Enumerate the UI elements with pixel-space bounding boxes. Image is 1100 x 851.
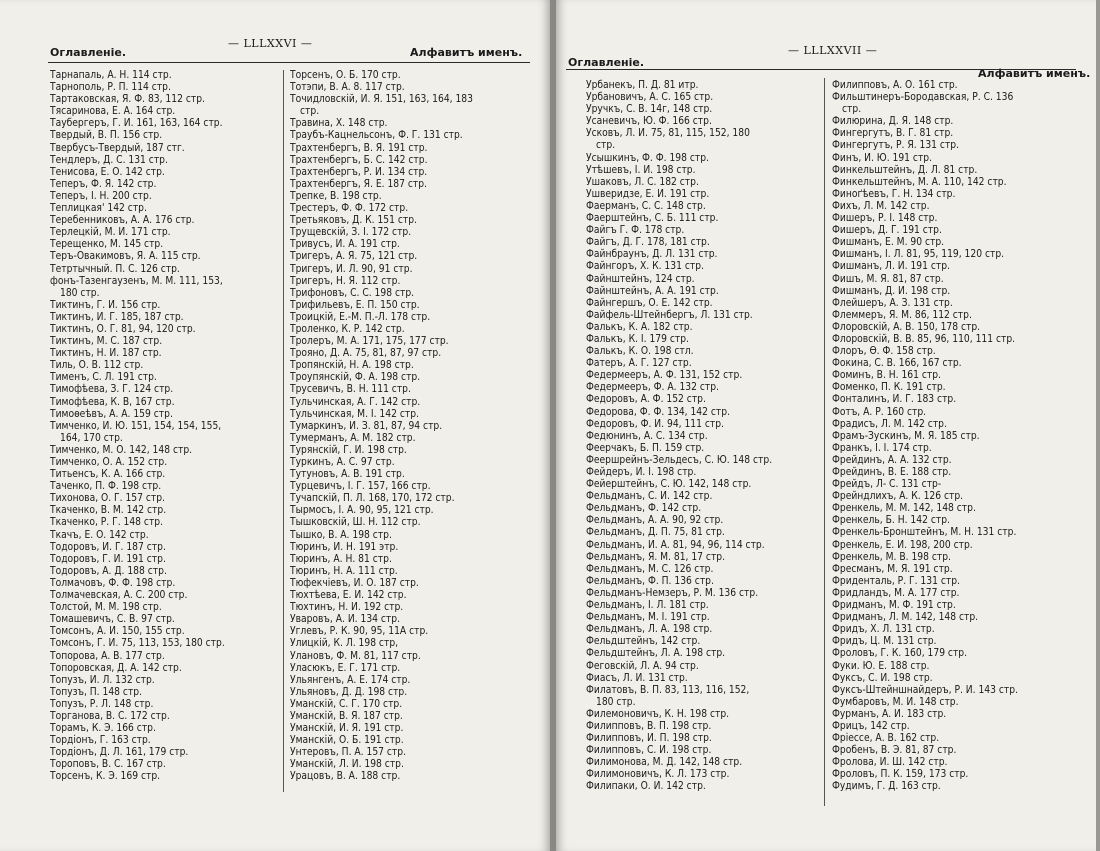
index-entry: Тетртычный. П. С. 126 стр. [50,263,180,275]
header-contents: Оглавленіе. [50,46,127,59]
index-entry: Тульчинская, М. І. 142 стр. [290,408,419,420]
index-entry: Усышкинъ, Ф. Ф. 198 стр. [586,152,709,164]
index-entry: Фроловъ, Г. К. 160, 179 стр. [832,648,968,660]
index-entry: Фельдманъ, С. И. 142 стр. [586,491,713,503]
index-entry: Тырмосъ, І. А. 90, 95, 121 стр. [290,505,434,517]
index-entry: Терлецкій, М. И. 171 стр. [50,227,171,239]
index-entry: Файнгоръ, Х. К. 131 стр. [586,261,704,273]
right-page [556,0,1096,851]
index-entry: Фридландъ, М. А. 177 стр. [832,587,960,599]
page-edge [1096,0,1100,851]
header-index: Алфавитъ именъ. [978,67,1091,80]
index-entry: Филемоновичъ, К. Н. 198 стр. [586,708,730,720]
index-entry: Флейшеръ, А. З. 131 стр. [832,297,953,309]
index-entry: Тясаринова, Е. А. 164 стр. [50,106,176,118]
index-entry: Трифильевъ, Е. П. 150 стр. [290,299,420,311]
index-entry: Тимоѳеѣвъ, А. А. 159 стр. [50,408,173,420]
index-entry: Фалькъ, К. І. 179 стр. [586,333,689,345]
index-entry: Френкель, М. М. 142, 148 стр. [832,503,976,515]
index-entry: Толмачовъ, Ф. Ф. 198 стр. [50,577,176,589]
index-entry: Улицкій, К. Л. 198 стр, [290,638,399,650]
index-entry: Федорова, Ф. Ф. 134, 142 стр. [586,406,730,418]
index-entry: Томсонъ, А. И. 150, 155 стр. [50,626,185,638]
index-entry: Фельдманъ, Д. П. 75, 81 стр. [586,527,725,539]
index-entry: Франкъ, І. І. 174 стр. [832,442,932,454]
index-entry: Турянскій, Г. И. 198 стр. [290,444,407,456]
index-entry: Фокина, С. В. 166, 167 стр. [832,358,962,370]
index-entry: Федоровъ, А. Ф. 152 стр. [586,394,706,406]
index-entry: Фрицъ, 142 стр. [832,720,910,732]
index-entry: 180 стр. [60,287,100,299]
index-entry: Усковъ, Л. И. 75, 81, 115, 152, 180 [586,128,750,140]
index-entry: Тропянскій, Н. А. 198 стр. [290,360,414,372]
index-entry: Фрейндлихъ, А. К. 126 стр. [832,491,964,503]
index-entry: стр. [596,140,616,152]
index-entry: Френкель, Б. Н. 142 стр. [832,515,950,527]
index-entry: Фельдманъ, М. С. 126 стр. [586,563,714,575]
index-entry: Феерчакъ, Б. П. 159 стр. [586,442,705,454]
index-entry: Усаневичъ, Ю. Ф. 166 стр. [586,116,712,128]
index-entry: Тюринъ, А. Н. 81 стр. [290,553,392,565]
index-entry: Тихонова, О. Г. 157 стр. [50,493,165,505]
index-entry: Федоровъ, Ф. И. 94, 111 стр. [586,418,724,430]
index-entry: Ульянгенъ, А. Е. 174 стр. [290,674,411,686]
index-entry: Троицкій, Е.-М. П.-Л. 178 стр. [290,311,431,323]
index-entry: Флоръ, Ѳ. Ф. 158 стр. [832,346,936,358]
index-entry: Толмачевская, А. С. 200 стр. [50,590,188,602]
index-entry: Файнгершъ, О. Е. 142 стр. [586,297,713,309]
index-entry: Фишманъ, Е. М. 90 стр. [832,237,945,249]
index-entry: Фельдманъ-Немзеръ, Р. М. 136 стр. [586,587,759,599]
index-entry: Фельдманъ, Ф. 142 стр. [586,503,702,515]
index-entry: Трифоновъ, С. С. 198 стр. [290,287,415,299]
index-entry: Филипповъ, А. О. 161 стр. [832,80,958,91]
index-entry: Фриденталь, Р. Г. 131 стр. [832,575,960,587]
index-entry: Тороповъ, В. С. 167 стр. [50,759,166,771]
index-entry: 180 стр. [596,696,636,708]
index-entry: Точидловскій, И. Я. 151, 163, 164, 183 [290,94,473,106]
index-entry: Фрейдъ, Л- С. 131 стр- [832,479,942,491]
index-column-left-2 [290,70,473,784]
index-entry: Тимченко, И. Ю. 151, 154, 154, 155, [50,420,222,432]
index-entry: Фейерштейнъ, С. Ю. 142, 148 стр. [586,479,752,491]
index-entry: Трояно, Д. А. 75, 81, 87, 97 стр. [290,348,442,360]
index-entry: Таченко, П. Ф. 198 стр. [50,481,162,493]
index-entry: Тутуновъ, А. В. 191 стр. [290,469,405,481]
index-entry: Филипповъ, И. П. 198 стр. [586,733,712,745]
index-entry: Теперъ, Ф. Я. 142 стр. [50,178,157,190]
index-entry: Филипаки, О. И. 142 стр. [586,781,706,793]
index-entry: Фридманъ, Л. М. 142, 148 стр. [832,612,979,624]
index-entry: Флоровскій, А. В. 150, 178 стр. [832,321,981,333]
index-entry: Финоґѣевъ, Г. Н. 134 стр. [832,188,956,200]
index-entry: Фробенъ, В. Э. 81, 87 стр. [832,745,957,757]
index-entry: Тюфекчіевъ, И. О. 187 стр. [290,577,419,589]
index-entry: Теплицкая' 142 стр. [50,203,147,215]
index-entry: Фотъ, А. Р. 160 стр. [832,406,927,418]
index-entry: Филюрина, Д. Я. 148 стр. [832,116,954,128]
index-entry: Унтеровъ, П. А. 157 стр. [290,747,406,759]
index-entry: Фудимъ, Г. Д. 163 стр. [832,781,941,793]
index-entry: Торсенъ, О. Б. 170 стр. [290,70,401,81]
index-entry: Топузъ, Р. Л. 148 стр. [50,698,154,710]
index-entry: Теръ-Овакимовъ, Я. А. 115 стр. [50,251,201,263]
index-entry: Фельдманъ, И. А. 81, 94, 96, 114 стр. [586,539,765,551]
index-entry: Фурманъ, А. И. 183 стр. [832,708,947,720]
index-entry: Тумаркинъ, И. З. 81, 87, 94 стр. [290,420,443,432]
index-entry: Тюринъ, И. Н. 191 этр. [290,541,399,553]
index-entry: Уласюкъ, Е. Г. 171 стр. [290,662,401,674]
index-entry: Тюхтѣева, Е. И. 142 стр. [290,590,407,602]
index-entry: Ушаковъ, Л. С. 182 стр. [586,176,699,188]
index-column-right-1 [586,80,772,794]
index-entry: Фейдеръ, И. І. 198 стр. [586,467,697,478]
index-entry: Финкельштейнъ, Д. Л. 81 стр. [832,164,978,176]
index-entry: Тодоровъ, И. Г. 187 стр. [50,541,166,553]
index-entry: стр. [300,106,320,118]
index-entry: Уручкъ, С. В. 14г, 148 стр. [586,104,713,116]
index-entry: Трахтенбергъ, Б. С. 142 стр. [290,154,428,166]
index-entry: Фишеръ, Р. І. 148 стр. [832,213,938,225]
index-entry: Френкель, М. В. 198 стр. [832,551,951,563]
index-entry: Тривусъ, И. А. 191 стр. [290,239,400,251]
index-entry: Тарнополь, Р. П. 114 стр. [50,82,171,94]
index-column-right-2 [832,80,1018,794]
index-entry: Тиктинъ, Г. И. 156 стр. [50,299,161,311]
index-entry: Филимоновичъ, К. Л. 173 стр. [586,769,730,781]
header-rule [566,69,1076,70]
index-entry: Фельдштейнъ, 142 стр. [586,636,701,648]
index-entry: Финкельштейнъ, М. А. 110, 142 стр. [832,176,1007,188]
index-entry: Топорова, А. В. 177 стр. [50,650,165,662]
index-entry: Тиктинъ, И. Г. 185, 187 стр. [50,311,184,323]
header-rule [48,62,530,63]
index-entry: Фридъ, Ц. М. 131 стр. [832,636,937,648]
index-entry: Тимченко, М. О. 142, 148 стр. [50,444,193,456]
index-entry: Топузъ, П. 148 стр. [50,686,143,698]
index-entry: Теперъ, І. Н. 200 стр. [50,190,152,202]
index-entry: Фаерманъ, С. С. 148 стр. [586,200,706,212]
index-entry: Файфель-Штейнбергъ, Л. 131 стр. [586,309,753,321]
index-entry: Турцевичъ, І. Г. 157, 166 стр. [290,481,431,493]
index-entry: Трепке, В. 198 стр. [290,190,382,202]
index-entry: Фалькъ, К. А. 182 стр. [586,321,693,333]
index-entry: Тригеръ, Н. Я. 112 стр. [290,275,401,287]
index-entry: Томашевичъ, С. В. 97 стр. [50,614,175,626]
index-entry: Тригеръ, И. Л. 90, 91 стр. [290,263,413,275]
index-entry: Тиктинъ, Н. И. 187 стр. [50,348,162,360]
index-entry: Феговскій, Л. А. 94 стр. [586,660,699,672]
index-entry: Фрамъ-Зускинъ, М. Я. 185 стр. [832,430,980,442]
index-entry: Френкель, Е. И. 198, 200 стр. [832,539,973,551]
index-entry: Троупянскій, Ф. А. 198 стр. [290,372,421,384]
index-entry: Фингергутъ, Р. Я. 131 стр. [832,140,960,152]
index-entry: Фролова, И. Ш. 142 стр. [832,757,948,769]
index-entry: Ткаченко, Р. Г. 148 стр. [50,517,164,529]
index-entry: фонъ-Тазенгаузенъ, М. М. 111, 153, [50,275,223,287]
index-entry: Тучапскій, П. Л. 168, 170, 172 стр. [290,493,455,505]
index-entry: Фихъ, Л. М. 142 стр. [832,200,930,212]
index-entry: Файнбраунъ, Д. Л. 131 стр. [586,249,718,261]
index-entry: Уманскій, С. Г. 170 стр. [290,698,403,710]
index-entry: Третьяковъ, Д. К. 151 стр. [290,215,417,227]
index-entry: Трахтенбергъ, Я. Е. 187 стр. [290,178,427,190]
index-entry: Уманскій, О. Б. 191 стр. [290,735,404,747]
index-entry: Тордіонъ, Г. 163 стр. [50,735,151,747]
index-entry: Филимонова, М. Д. 142, 148 стр. [586,757,743,769]
index-entry: Фаерштейнъ, С. Б. 111 стр. [586,213,719,225]
index-entry: Травина, Х. 148 стр. [290,118,388,130]
index-entry: Тригеръ, А. Я. 75, 121 стр. [290,251,418,263]
index-entry: Фрейдинъ, А. А. 132 стр. [832,454,952,466]
index-entry: Фатеръ, А. Г. 127 стр. [586,358,692,370]
index-entry: Урбанекъ, П. Д. 81 итр. [586,80,699,91]
index-entry: Фрадисъ, Л. М. 142 стр. [832,418,947,430]
index-entry: Твердый, В. П. 156 стр. [50,130,163,142]
index-entry: Уманскій, В. Я. 187 стр. [290,710,403,722]
index-entry: Томсонъ, Г. И. 75, 113, 153, 180 стр. [50,638,225,650]
index-entry: Фиасъ, Л. И. 131 стр. [586,672,688,684]
index-entry: Тотэпи, В. А. 8. 117 стр. [290,82,405,94]
index-entry: Теребенниковъ, А. А. 176 стр. [50,215,195,227]
index-entry: Файнштейнъ, А. А. 191 стр. [586,285,719,297]
index-entry: Фридманъ, М. Ф. 191 стр. [832,600,956,612]
index-entry: Фумбаровъ, М. И. 148 стр. [832,696,959,708]
index-entry: Фишеръ, Д. Г. 191 стр. [832,225,942,237]
index-entry: стр. [842,104,862,116]
index-entry: Утѣшевъ, І. И. 198 стр. [586,164,696,176]
index-column-left-1 [50,70,225,784]
index-entry: Таубергеръ, Г. И. 161, 163, 164 стр. [50,118,223,130]
index-entry: Фроловъ, П. К. 159, 173 стр. [832,769,969,781]
index-entry: Тиль, О. В. 112 стр. [50,360,144,372]
column-divider [283,70,284,792]
index-entry: Финъ, И. Ю. 191 стр. [832,152,933,164]
index-entry: Филатовъ, В. П. 83, 113, 116, 152, [586,684,750,696]
index-entry: Туркинъ, А. С. 97 стр. [290,457,395,468]
header-contents: Оглавленіе. [568,56,645,69]
index-entry: Урацовъ, В. А. 188 стр. [290,771,401,783]
index-entry: Тышко, В. А. 198 стр. [290,529,392,541]
index-entry: Тимченко, О. А. 152 стр. [50,457,168,468]
index-entry: Фельдманъ, І. Л. 181 стр. [586,600,709,612]
index-entry: Торганова, В. С. 172 стр. [50,710,170,722]
index-entry: Уманскій, Л. И. 198 стр. [290,759,404,771]
index-entry: Фресманъ, М. Я. 191 стр. [832,563,953,575]
index-entry: Фишманъ, Д. И. 198 стр. [832,285,951,297]
page-number: — LLLXXVII — [788,44,878,57]
index-entry: Фріессе, А. В. 162 стр. [832,733,940,745]
index-entry: Тендлеръ, Д. С. 131 стр. [50,154,168,166]
index-entry: Тролеръ, М. А. 171, 175, 177 стр. [290,336,449,348]
index-entry: Ткаченко, В. М. 142 стр. [50,505,167,517]
index-entry: Фельдштейнъ, Л. А. 198 стр. [586,648,726,660]
index-entry: Фонталинъ, И. Г. 183 стр. [832,394,957,406]
index-entry: Улановъ, Ф. М. 81, 117 стр. [290,650,421,662]
index-entry: Фуксъ-Штейншнайдеръ, Р. И. 143 стр. [832,684,1018,696]
index-entry: Трахтенбергъ, В. Я. 191 стр. [290,142,428,154]
index-entry: Тенисова, Е. О. 142 стр. [50,166,165,178]
index-entry: Тименъ, С. Л. 191 стр. [50,372,157,384]
index-entry: Топоровская, Д. А. 142 стр. [50,662,182,674]
index-entry: Федермееръ, А. Ф. 131, 152 стр. [586,370,743,382]
index-entry: Толстой, М. М. 198 стр. [50,602,162,614]
index-entry: Фингергутъ, В. Г. 81 стр. [832,128,954,140]
index-entry: Углевъ, Р. К. 90, 95, 11А стр. [290,626,429,638]
index-entry: Траубъ-Кацнельсонъ, Ф. Г. 131 стр. [290,130,463,142]
index-entry: Фишъ, М. Я. 81, 87 стр. [832,273,944,285]
index-entry: Тиктинъ, М. С. 187 стр. [50,336,163,348]
index-entry: Урбановичъ, А. С. 165 стр. [586,92,714,104]
index-entry: Уваровъ, А. И. 134 стр. [290,614,400,626]
index-entry: Тиктинъ, О. Г. 81, 94, 120 стр. [50,323,196,335]
index-entry: Фельдманъ, М. І. 191 стр. [586,612,710,624]
index-entry: Тимофѣева, З. Г. 124 стр. [50,384,174,396]
index-entry: Фишманъ, Л. И. 191 стр. [832,261,950,273]
index-entry: Флоровскій, В. В. 85, 96, 110, 111 стр. [832,333,1016,345]
index-entry: Тюхтинъ, Н. И. 192 стр. [290,602,404,614]
index-entry: Трахтенбергъ, Р. И. 134 стр. [290,166,428,178]
index-entry: Фоменко, П. К. 191 стр. [832,382,946,394]
index-entry: Тодоровъ, А. Д. 188 стр. [50,565,167,577]
index-entry: Топузъ, И. Л. 132 стр. [50,674,155,686]
index-entry: Торсенъ, К. Э. 169 стр. [50,771,161,783]
index-entry: Ушверидзе, Е. И. 191 стр. [586,188,710,200]
column-divider [824,78,825,806]
index-entry: Ульяновъ, Д. Д. 198 стр. [290,686,408,698]
index-entry: Тарнапаль, А. Н. 114 стр. [50,70,172,81]
index-entry: Френкель-Бронштейнъ, М. Н. 131 стр. [832,527,1017,539]
index-entry: Фельдманъ, Л. А. 198 стр. [586,624,713,636]
index-entry: 164, 170 стр. [60,432,123,444]
index-entry: Файнштейнъ, 124 стр. [586,273,695,285]
index-entry: Фоминъ, В. Н. 161 стр. [832,370,941,382]
index-entry: Троленко, К. Р. 142 стр. [290,323,405,335]
index-entry: Фильштинеръ-Бородавская, Р. С. 136 [832,92,1014,104]
index-entry: Тульчинская, А. Г. 142 стр. [290,396,421,408]
index-entry: Фрейдинъ, В. Е. 188 стр. [832,467,952,478]
index-entry: Филипповъ, В. П. 198 стр. [586,720,712,732]
index-entry: Тимофѣева, К. В, 167 стр. [50,396,175,408]
index-entry: Файгъ, Д. Г. 178, 181 стр. [586,237,710,249]
index-entry: Файгъ Г. Ф. 178 стр. [586,225,685,237]
index-entry: Федермееръ, Ф. А. 132 стр. [586,382,719,394]
index-entry: Трусевичъ, В. Н. 111 стр. [290,384,411,396]
index-entry: Торамъ, К. Э. 166 стр. [50,723,156,735]
index-entry: Твербусъ-Твердый, 187 стг. [50,142,185,154]
index-entry: Фельдманъ, Ф. П. 136 стр. [586,575,714,587]
index-entry: Филипповъ, С. И. 198 стр. [586,745,712,757]
index-entry: Флеммеръ, Я. М. 86, 112 стр. [832,309,972,321]
index-entry: Фуки. Ю. Е. 188 стр. [832,660,930,672]
index-entry: Титьенсъ, К. А. 166 стр. [50,469,166,481]
header-index: Алфавитъ именъ. [410,46,523,59]
page-number: — LLLXXVI — [228,37,313,50]
index-entry: Фалькъ, К. О. 198 стл. [586,346,694,358]
index-entry: Тумерманъ, А. М. 182 стр. [290,432,416,444]
index-entry: Феершрейнъ-Зельдесъ, С. Ю. 148 стр. [586,454,773,466]
index-entry: Федюнинъ, А. С. 134 стр. [586,430,708,442]
index-entry: Тюринъ, Н. А. 111 стр. [290,565,398,577]
index-entry: Трестеръ, Ф. Ф. 172 стр. [290,203,409,215]
index-entry: Фельдманъ, Я. М. 81, 17 стр. [586,551,726,563]
index-entry: Фуксъ, С. И. 198 стр. [832,672,933,684]
index-entry: Тышковскій, Ш. Н. 112 стр. [290,517,421,529]
index-entry: Тордіонъ, Д. Л. 161, 179 стр. [50,747,189,759]
index-entry: Фридъ, Х. Л. 131 стр. [832,624,935,636]
index-entry: Тартаковская, Я. Ф. 83, 112 стр. [50,94,205,106]
index-entry: Уманскій, И. Я. 191 стр. [290,723,404,735]
index-entry: Фельдманъ, А. А. 90, 92 стр. [586,515,724,527]
index-entry: Терещенко, М. 145 стр. [50,239,164,251]
index-entry: Фишманъ, І. Л. 81, 95, 119, 120 стр. [832,249,1005,261]
index-entry: Ткачъ, Е. О. 142 стр. [50,529,149,541]
index-entry: Трущевскій, З. І. 172 стр. [290,227,412,239]
index-entry: Тодоровъ, Г. И. 191 стр. [50,553,166,565]
